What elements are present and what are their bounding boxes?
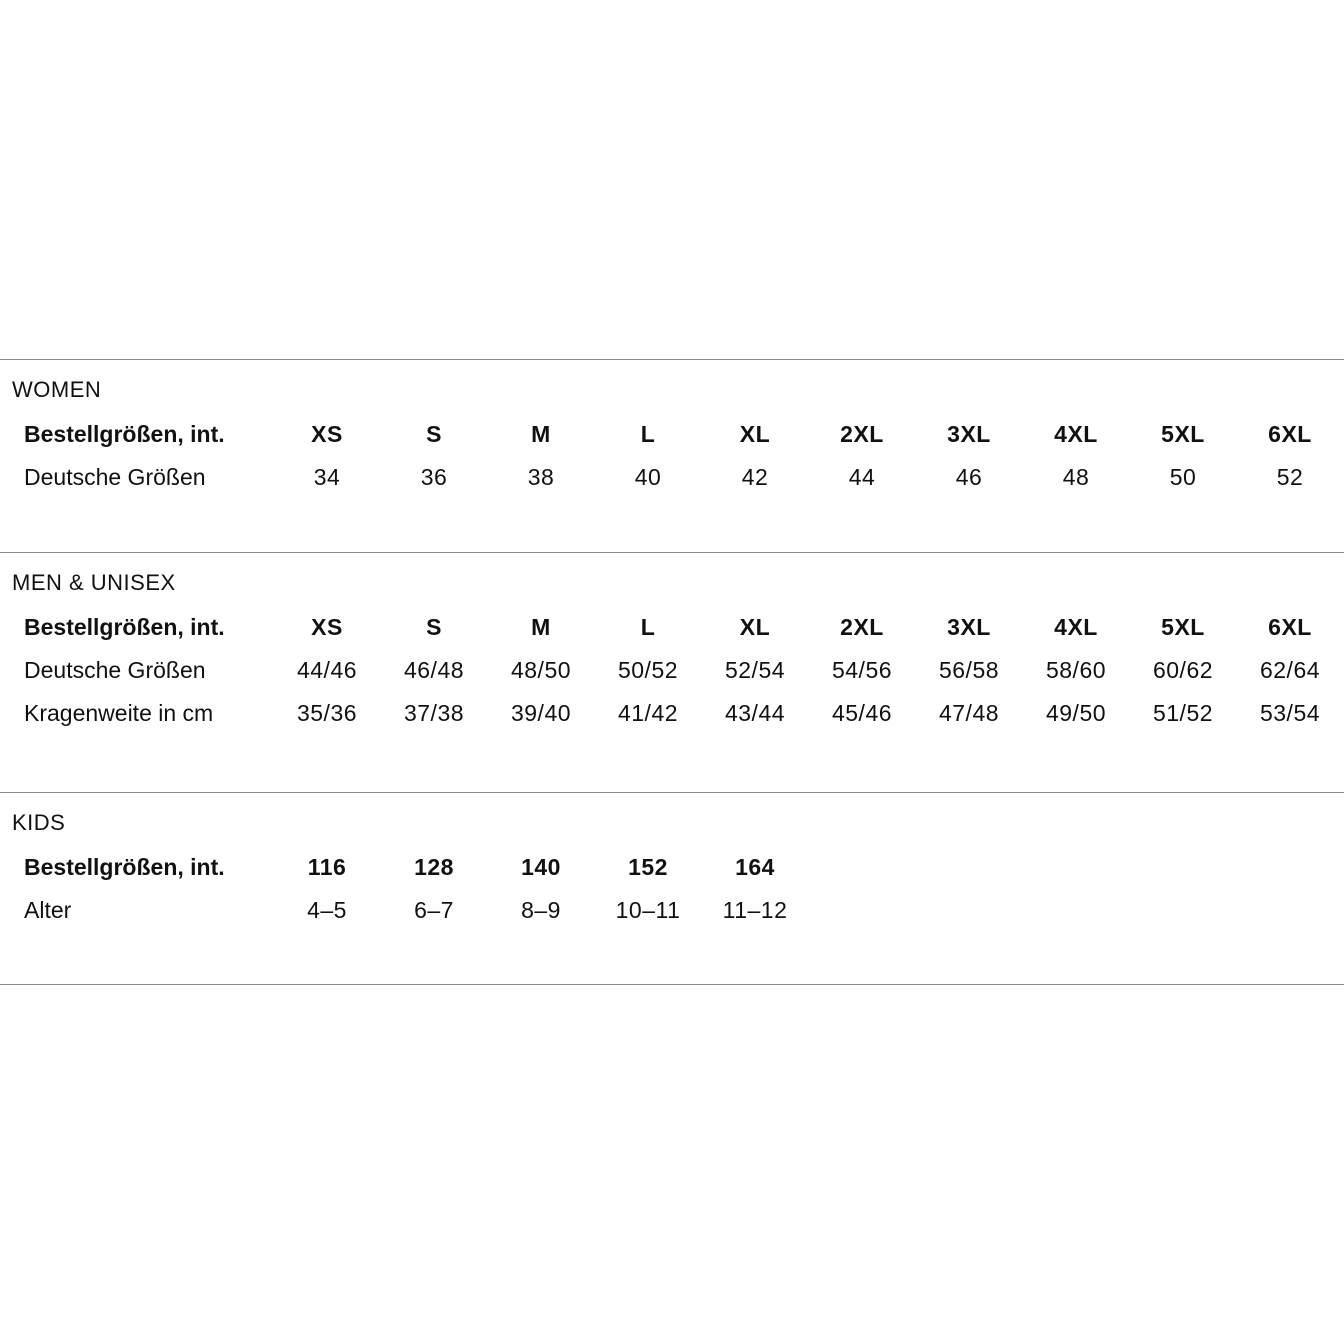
size-cell: 116 xyxy=(307,854,347,880)
size-cell: 46/48 xyxy=(403,657,465,683)
size-cell: 36 xyxy=(420,464,448,490)
size-cell: 5XL xyxy=(1161,614,1205,640)
size-cell: 51/52 xyxy=(1152,700,1214,726)
size-cell: 6–7 xyxy=(414,897,454,923)
table-row xyxy=(0,612,1344,642)
section-women xyxy=(0,359,1344,553)
size-cell: 44 xyxy=(848,464,876,490)
size-cell: S xyxy=(426,614,442,640)
section-title: WOMEN xyxy=(12,377,102,402)
size-cell: 8–9 xyxy=(521,897,561,923)
size-cell: 46 xyxy=(955,464,983,490)
size-cell: 5XL xyxy=(1161,421,1205,447)
size-cell: 34 xyxy=(313,464,341,490)
size-cell: 10–11 xyxy=(615,897,681,923)
size-cell: 128 xyxy=(414,854,454,880)
size-cell: 50 xyxy=(1169,464,1197,490)
size-cell: 52 xyxy=(1276,464,1304,490)
size-cell: 37/38 xyxy=(403,700,465,726)
size-cell: 4XL xyxy=(1054,614,1098,640)
size-cell: 2XL xyxy=(840,614,884,640)
size-cell: 164 xyxy=(735,854,775,880)
row-label: Deutsche Größen xyxy=(24,657,206,683)
size-cell: 54/56 xyxy=(831,657,893,683)
size-cell: XS xyxy=(311,614,343,640)
size-cell: 48 xyxy=(1062,464,1090,490)
size-cell: 2XL xyxy=(840,421,884,447)
size-cell: 58/60 xyxy=(1045,657,1107,683)
size-cell: 56/58 xyxy=(938,657,1000,683)
table-row xyxy=(0,419,1344,449)
table-row xyxy=(0,895,1344,925)
size-cell: 42 xyxy=(741,464,769,490)
size-cell: 6XL xyxy=(1268,421,1312,447)
row-label: Bestellgrößen, int. xyxy=(24,854,225,880)
table-row xyxy=(0,698,1344,728)
size-cell: 49/50 xyxy=(1045,700,1107,726)
table-row xyxy=(0,655,1344,685)
size-cell: L xyxy=(640,614,656,640)
size-cell: 39/40 xyxy=(510,700,572,726)
size-cell: M xyxy=(531,421,551,447)
table-row xyxy=(0,852,1344,882)
size-cell: 35/36 xyxy=(296,700,358,726)
size-cell: XL xyxy=(739,614,771,640)
size-cell: 3XL xyxy=(947,421,991,447)
size-cell: 45/46 xyxy=(831,700,893,726)
size-cell: 38 xyxy=(527,464,555,490)
row-label: Alter xyxy=(24,897,72,923)
size-cell: 3XL xyxy=(947,614,991,640)
size-cell: 6XL xyxy=(1268,614,1312,640)
section-title: KIDS xyxy=(12,810,66,835)
section-title: MEN & UNISEX xyxy=(12,570,176,595)
size-cell: 44/46 xyxy=(296,657,358,683)
size-cell: 140 xyxy=(521,854,561,880)
size-cell: 4–5 xyxy=(307,897,347,923)
size-cell: 4XL xyxy=(1054,421,1098,447)
size-cell: 43/44 xyxy=(724,700,786,726)
size-cell: XS xyxy=(311,421,343,447)
row-label: Deutsche Größen xyxy=(24,464,206,490)
section-kids xyxy=(0,792,1344,985)
size-cell: 62/64 xyxy=(1259,657,1321,683)
size-cell: 60/62 xyxy=(1152,657,1214,683)
size-cell: 53/54 xyxy=(1259,700,1321,726)
size-cell: 11–12 xyxy=(722,897,788,923)
size-cell: 52/54 xyxy=(724,657,786,683)
size-cell: 41/42 xyxy=(617,700,679,726)
size-cell: L xyxy=(640,421,656,447)
table-row xyxy=(0,462,1344,492)
size-cell: S xyxy=(426,421,442,447)
section-men-unisex xyxy=(0,552,1344,793)
row-label: Bestellgrößen, int. xyxy=(24,421,225,447)
size-cell: 152 xyxy=(628,854,668,880)
size-cell: M xyxy=(531,614,551,640)
size-cell: 40 xyxy=(634,464,662,490)
size-cell: 48/50 xyxy=(510,657,572,683)
size-cell: 50/52 xyxy=(617,657,679,683)
row-label: Kragenweite in cm xyxy=(24,700,214,726)
row-label: Bestellgrößen, int. xyxy=(24,614,225,640)
size-cell: XL xyxy=(739,421,771,447)
size-cell: 47/48 xyxy=(938,700,1000,726)
